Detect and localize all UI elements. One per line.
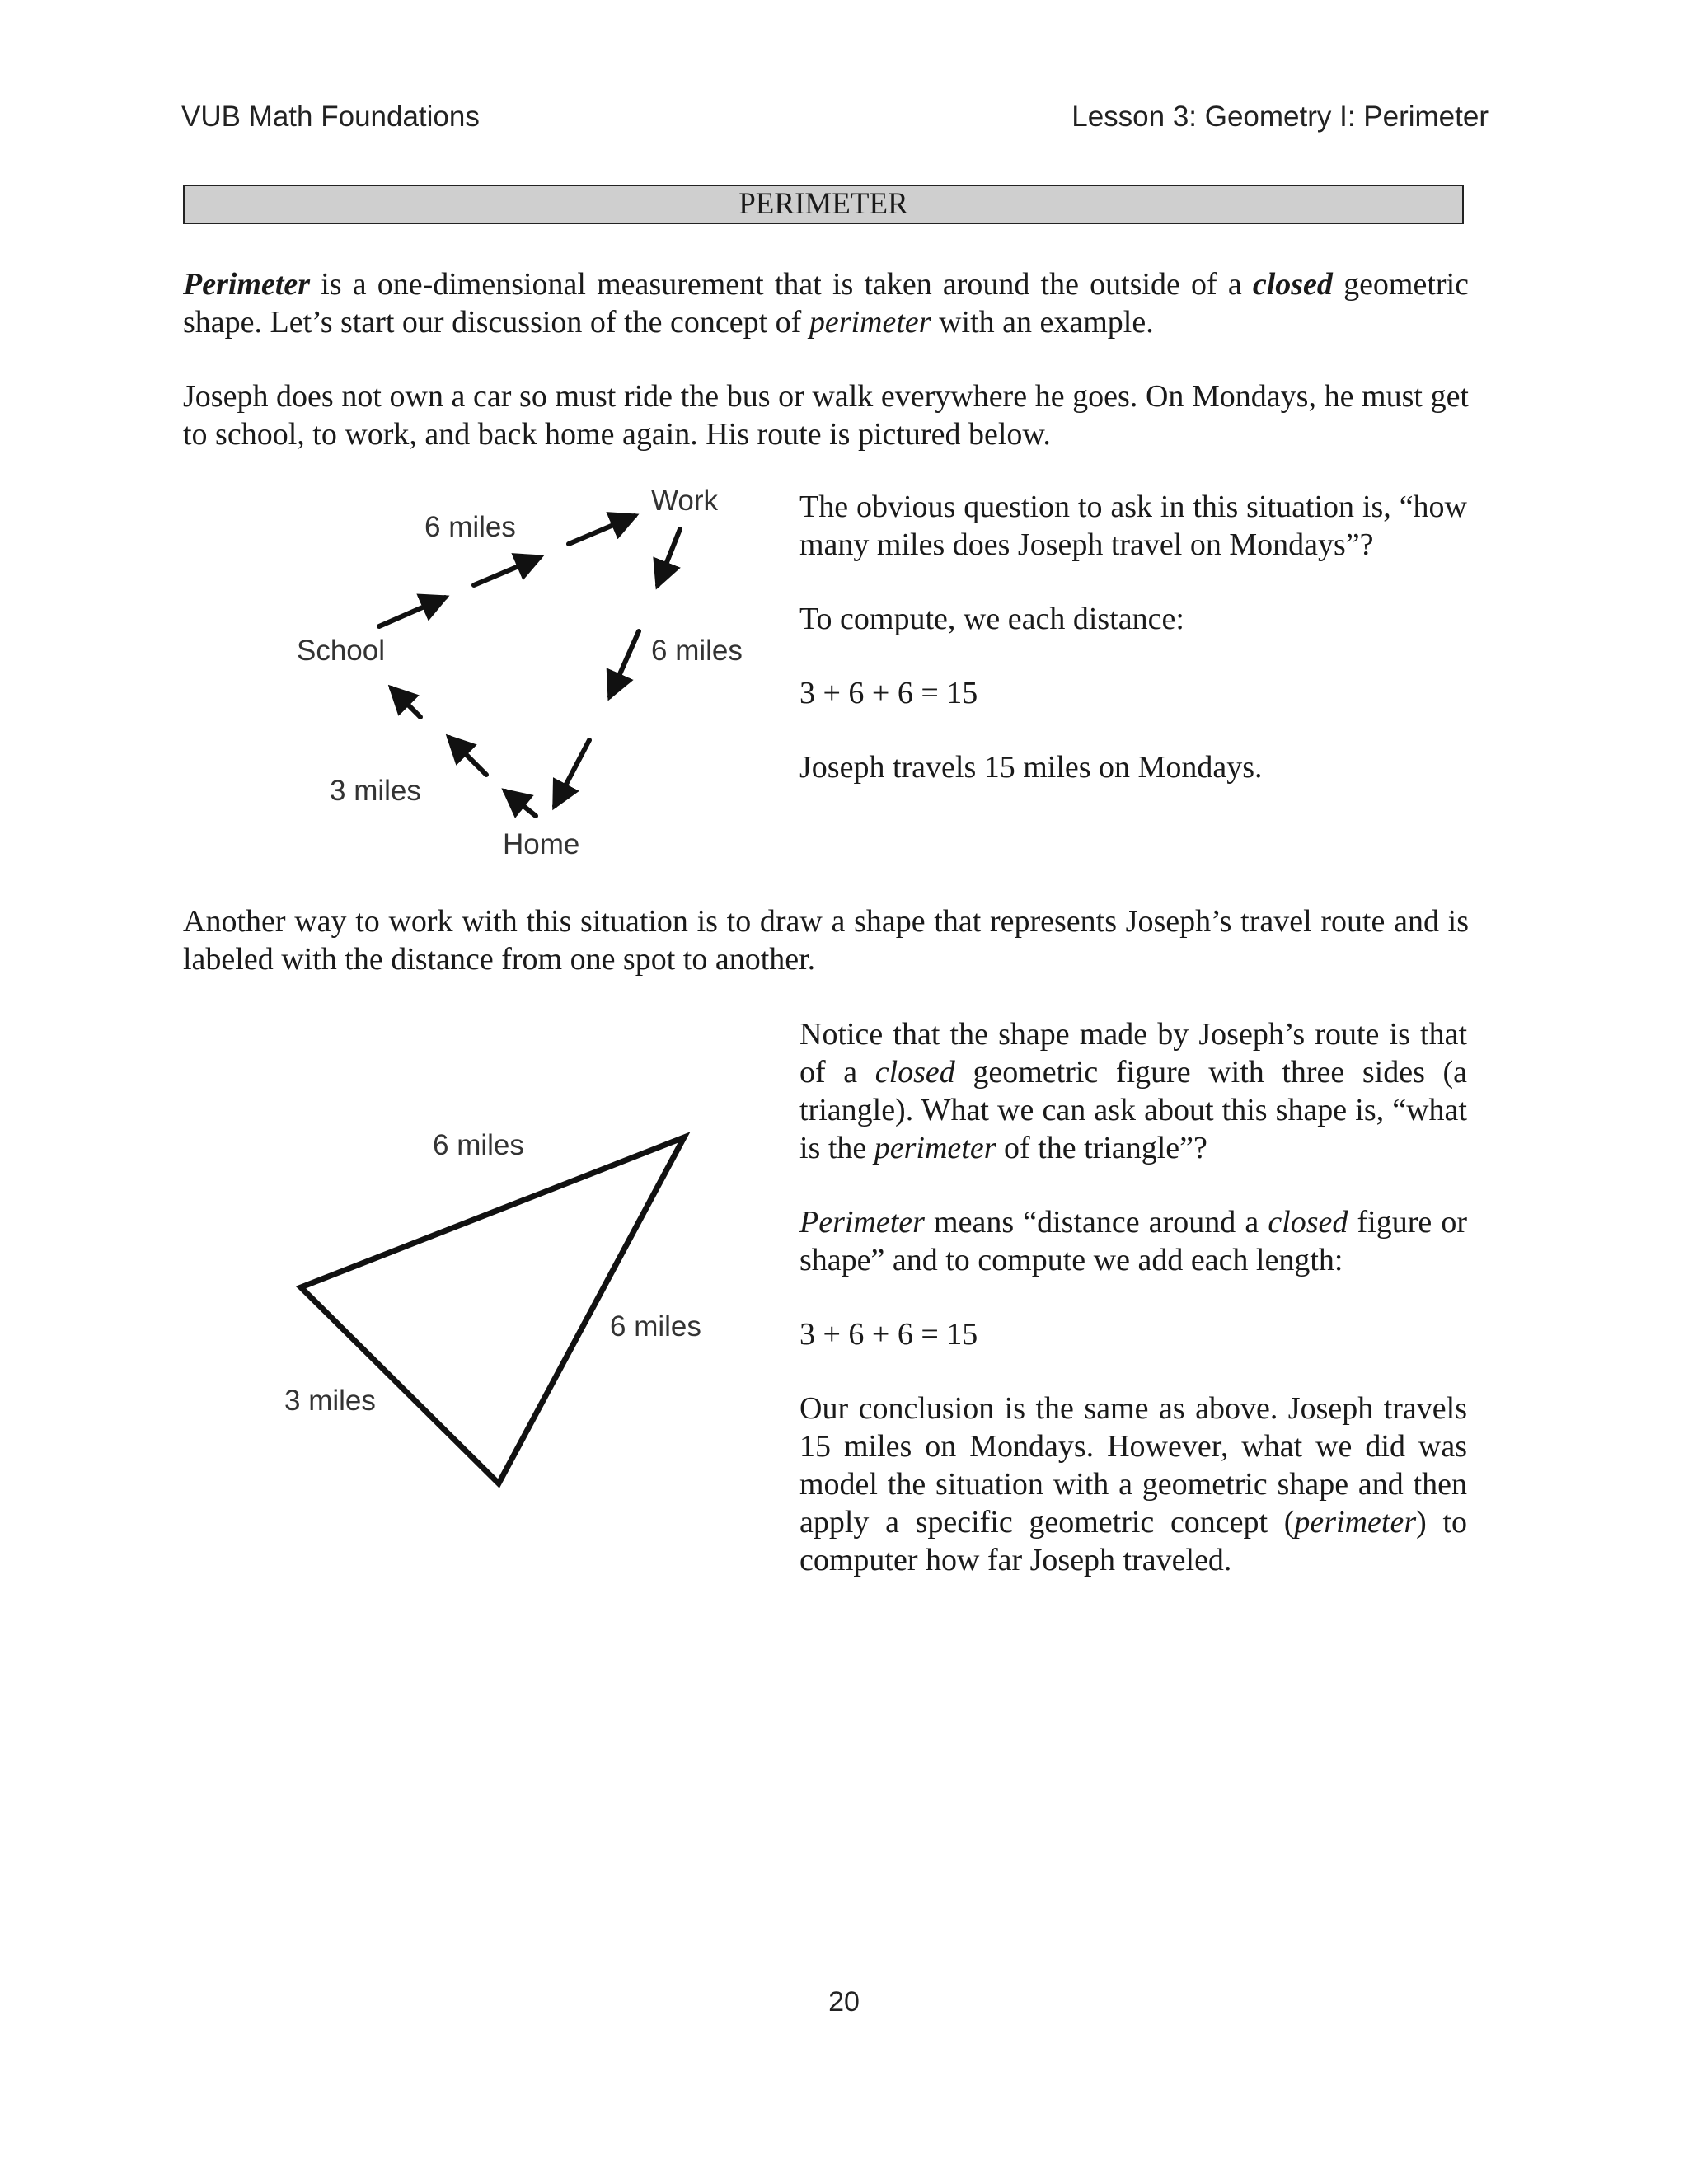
story-paragraph: Joseph does not own a car so must ride the bus or walk everywhere he goes. On Mondays, he must get to school, to work, and back home again. His route is pictured below.	[183, 379, 1469, 452]
route-arrows	[272, 478, 767, 874]
definition-text: Perimeter means “distance around a closed figure or shape” and to compute we add each length:	[799, 1205, 1467, 1277]
label-route-left-side: 3 miles	[330, 775, 421, 807]
route-explanation	[799, 488, 1467, 823]
arrow-work-home-2	[610, 631, 639, 696]
page-number: 20	[828, 1986, 860, 2018]
term-closed: closed	[1252, 267, 1333, 302]
label-triangle-right-side: 6 miles	[610, 1310, 701, 1343]
compute-text: To compute, we each distance:	[799, 602, 1184, 636]
label-school: School	[297, 635, 386, 667]
lesson-title: Lesson 3: Geometry I: Perimeter	[1071, 101, 1489, 133]
another-paragraph: Another way to work with this situation is to draw a shape that represents Joseph’s travel route and is labeled with the distance from one spot to another.	[183, 904, 1469, 977]
intro-text-c: with an example.	[931, 305, 1154, 340]
term-perimeter: Perimeter	[183, 267, 311, 302]
label-triangle-left-side: 3 miles	[284, 1385, 376, 1417]
arrow-home-school-3	[392, 688, 420, 717]
arrow-work-home-3	[555, 740, 589, 806]
intro-text-a: is a one-dimensional measurement that is taken around the outside of a	[310, 267, 1253, 302]
intro-paragraph	[183, 265, 1469, 341]
triangle-diagram	[264, 1104, 742, 1500]
term-perimeter-inline: perimeter	[809, 305, 931, 340]
route-diagram	[272, 478, 767, 874]
question-text: The obvious question to ask in this situation is, “how many miles does Joseph travel on Mondays”?	[799, 490, 1467, 562]
intro-text-b: geometric shape. Let’s start our discussion of the concept of	[183, 267, 1469, 340]
arrow-home-school-2	[449, 738, 486, 775]
triangle-shape	[264, 1104, 742, 1500]
arrow-work-home-1	[658, 529, 680, 585]
course-title: VUB Math Foundations	[181, 101, 480, 133]
arrow-school-work-2	[474, 557, 540, 585]
equation-1: 3 + 6 + 6 = 15	[799, 676, 978, 710]
conclusion-text: Our conclusion is the same as above. Joseph travels 15 miles on Mondays. However, what we did was model the situation with a geometric shape and then apply a specific geometric concept (perimeter) to computer how far Joseph traveled.	[799, 1391, 1467, 1577]
page-header	[181, 101, 1489, 142]
notice-text: Notice that the shape made by Joseph’s route is that of a closed geometric figure with three sides (a triangle). What we can ask about this shape is, “what is the perimeter of the triangle”?	[799, 1017, 1467, 1165]
arrow-school-work-1	[379, 598, 445, 626]
label-work: Work	[651, 485, 719, 517]
equation-2: 3 + 6 + 6 = 15	[799, 1317, 978, 1352]
label-route-right-side: 6 miles	[651, 635, 743, 667]
label-triangle-top-side: 6 miles	[433, 1129, 524, 1161]
arrow-school-work-3	[569, 516, 635, 544]
result-text: Joseph travels 15 miles on Mondays.	[799, 750, 1263, 785]
label-home: Home	[503, 828, 580, 860]
triangle-explanation	[799, 1015, 1467, 1615]
label-route-top-side: 6 miles	[424, 511, 516, 543]
section-title: PERIMETER	[183, 185, 1464, 224]
arrow-home-school-1	[505, 791, 536, 816]
